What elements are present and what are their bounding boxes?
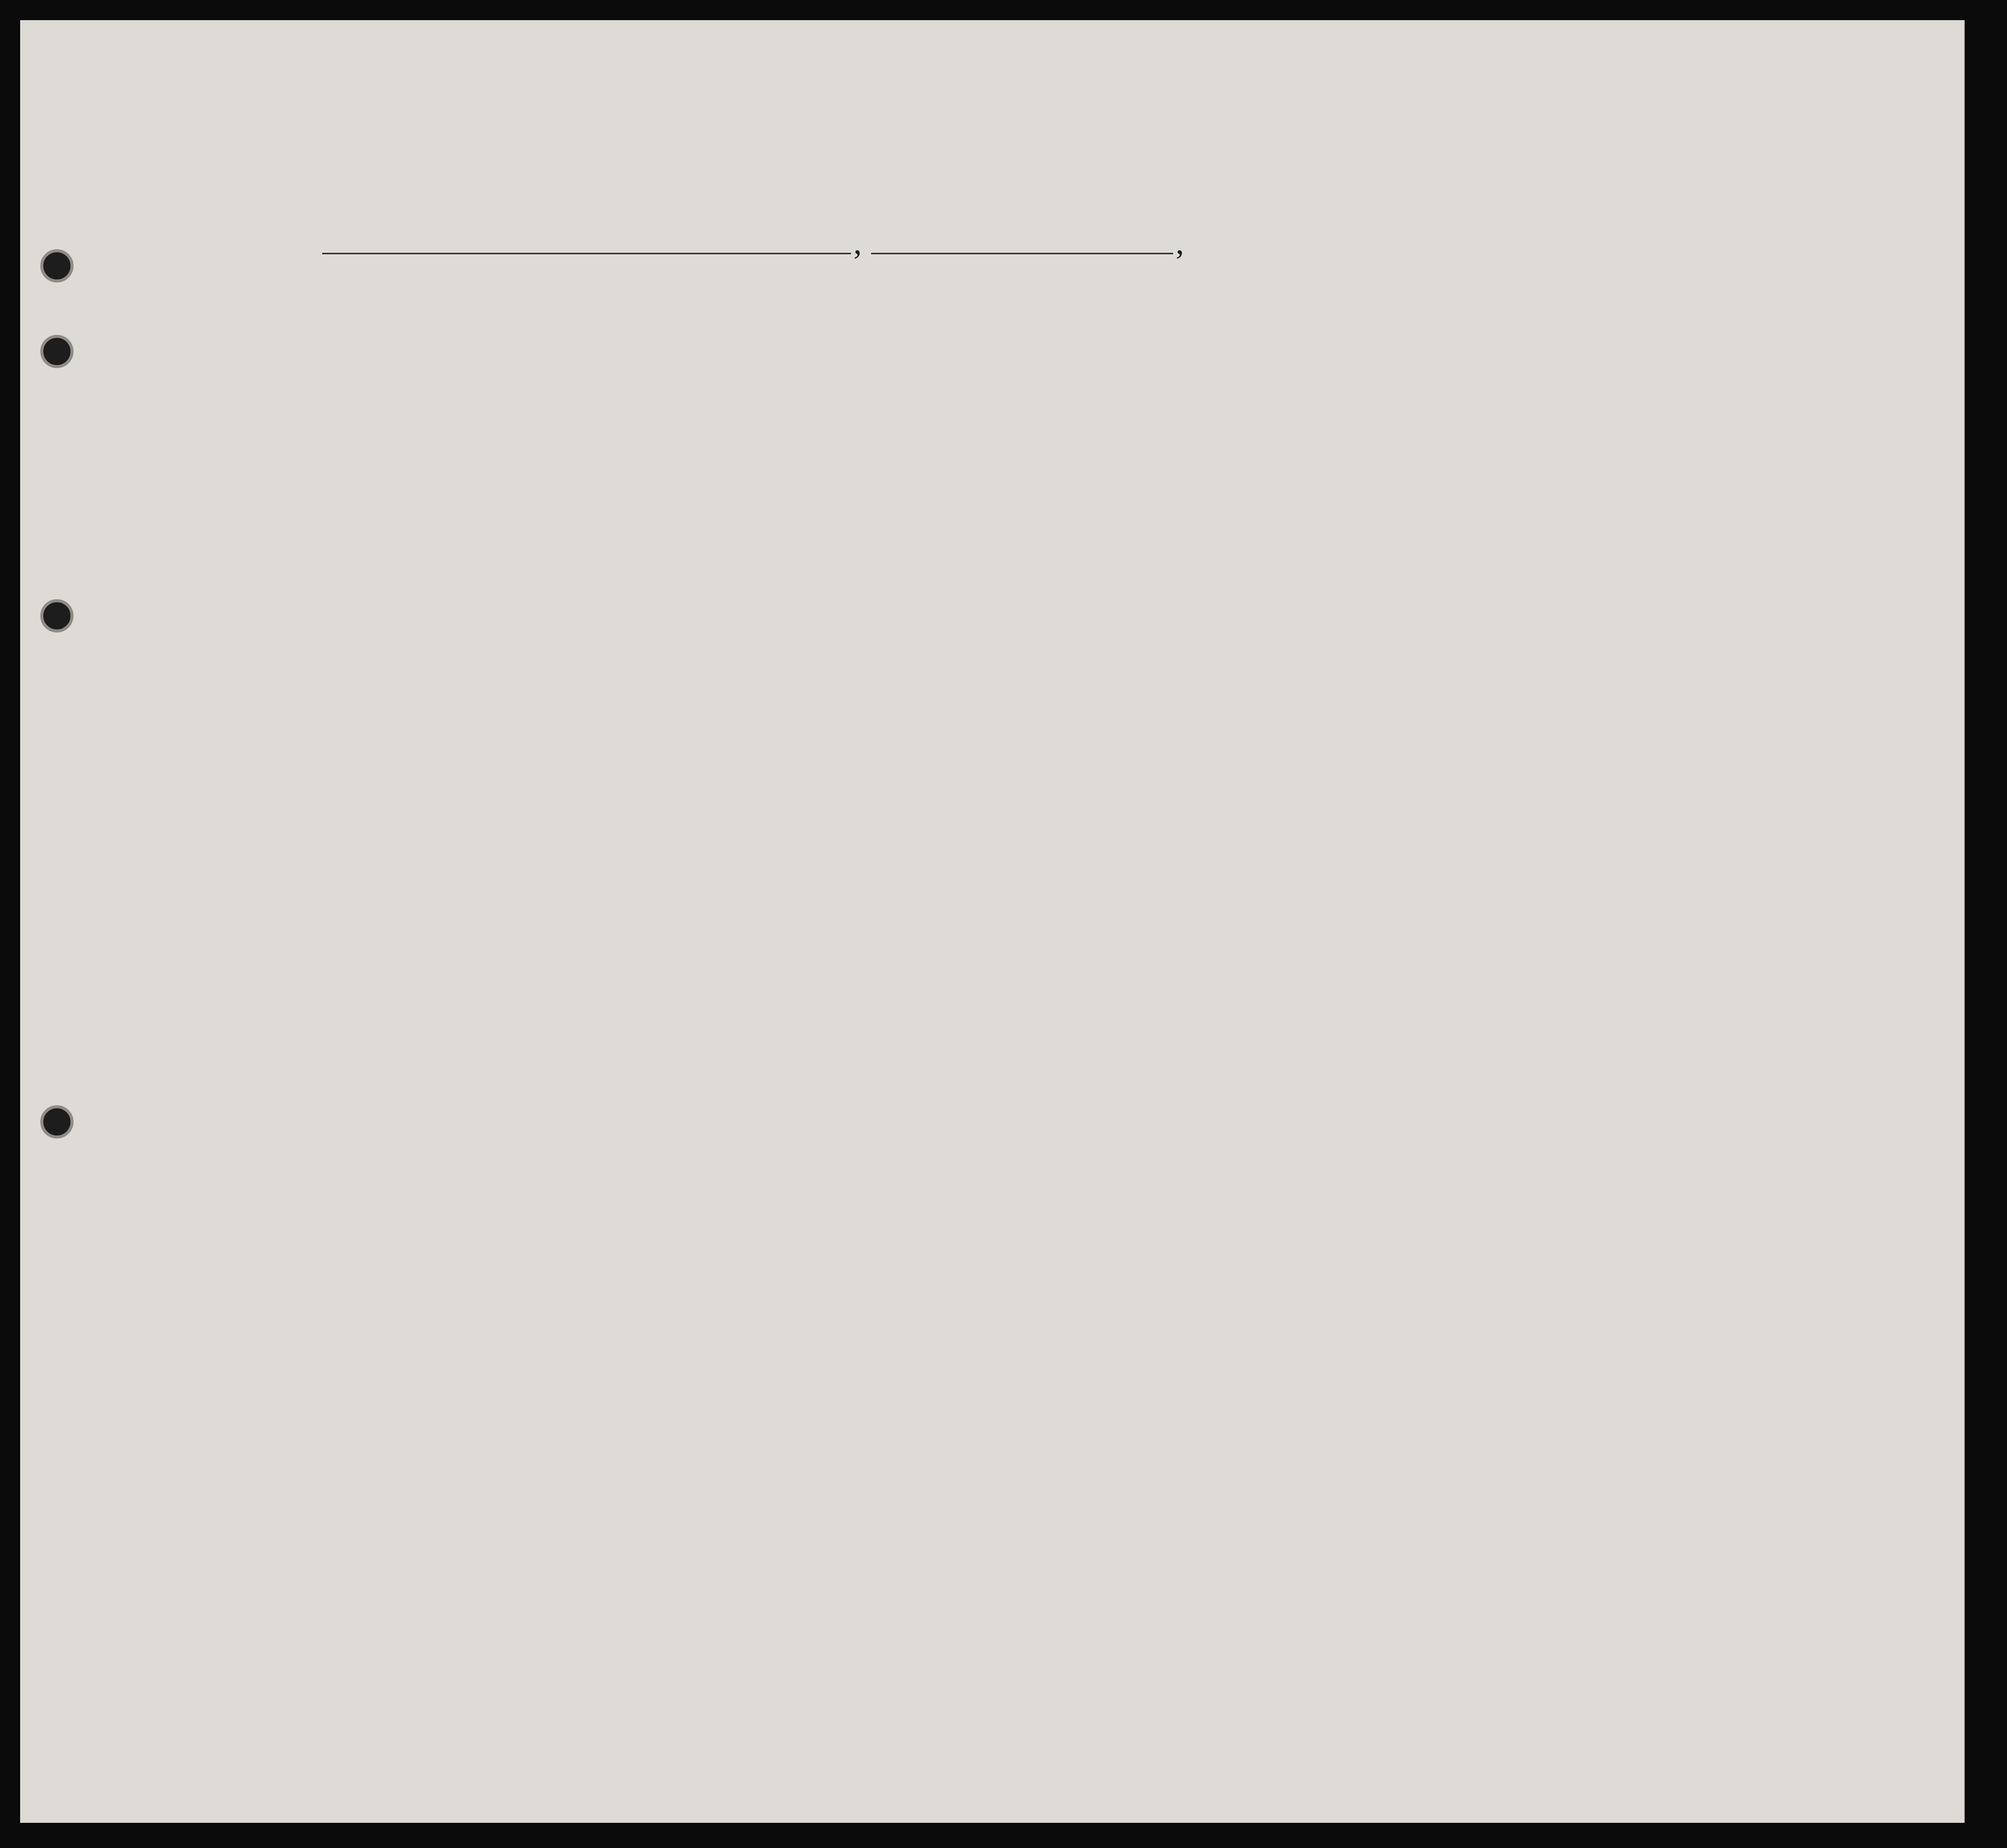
comma: , [853,225,862,261]
pencil-check-marks [20,20,1964,1823]
manifest-sheet [20,20,1965,1823]
comma: , [1176,225,1184,261]
